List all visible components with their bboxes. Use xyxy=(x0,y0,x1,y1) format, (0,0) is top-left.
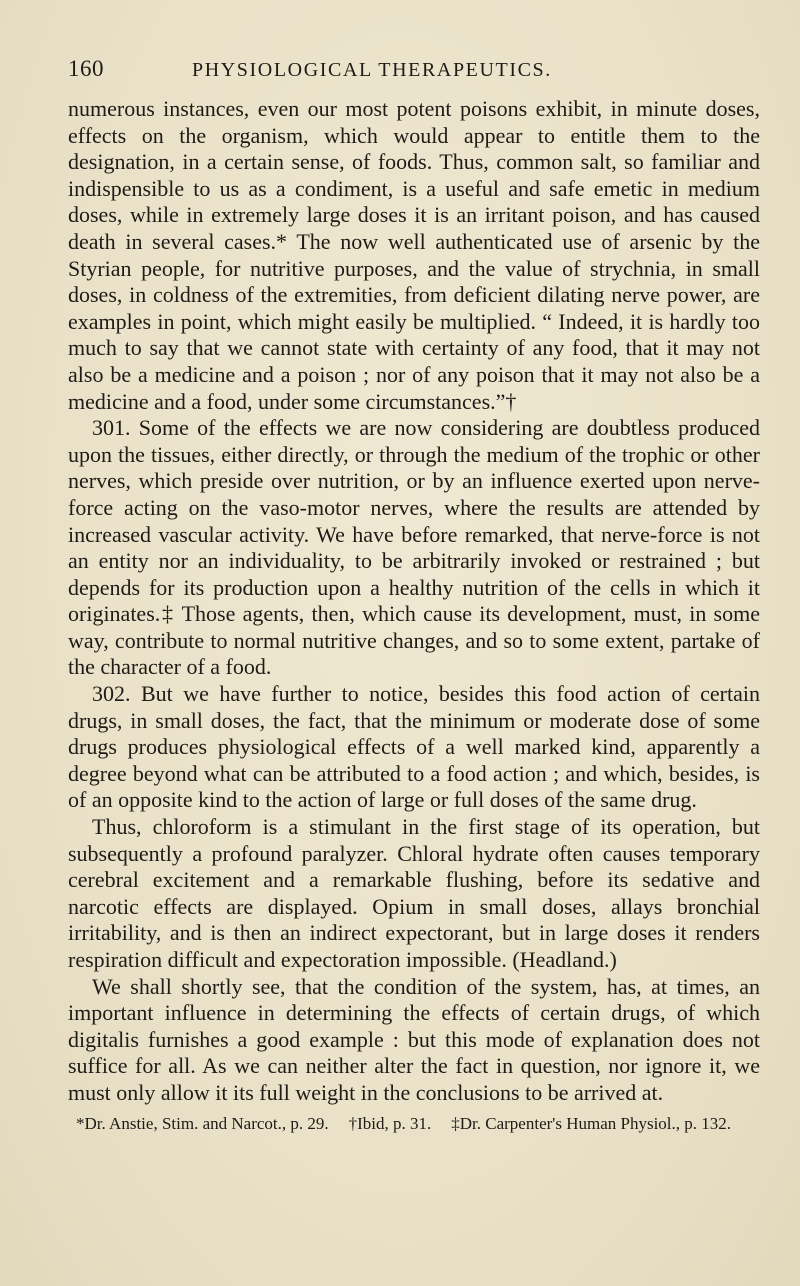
body-text xyxy=(68,96,760,1107)
paragraph-chloroform: Thus, chloroform is a stimulant in the first stage of its operation, but subsequently a profound paralyzer. Chloral hydrate often causes temporary cerebral excitement and a remarkable flushing, before its sedative and narcotic effects are displayed. Opium in small doses, allays bronchial irritability, and is then an indirect expectorant, but in large doses it renders respiration difficult and expectoration impossible. (Headland.) xyxy=(68,814,760,972)
running-head xyxy=(68,56,760,96)
paragraph-302: 302. But we have further to notice, besides this food action of certain drugs, in small doses, the fact, that the minimum or moderate dose of some drugs produces physiological effects of a well marked kind, apparently a degree beyond what can be attributed to a food action ; and which, besides, is of an opposite kind to the action of large or full doses of the same drug. xyxy=(68,681,760,813)
page-number: 160 xyxy=(68,56,104,81)
footnote-ibid: †Ibid, p. 31. xyxy=(348,1113,432,1133)
footnote-carpenter: ‡Dr. Carpenter's Human Physiol., p. 132. xyxy=(451,1113,732,1133)
paragraph-continued: numerous instances, even our most potent poisons exhibit, in minute doses, effects on the organism, which would appear to entitle them to the designation, in a certain sense, of foods. Thus, common salt, so familiar and indispensible to us as a condiment, is a useful and safe emetic in medium doses, while in extremely large doses it is an irritant poison, and has caused death in several cases.* The now well authenticated use of arsenic by the Styrian people, for nutritive purposes, and the value of strychnia, in small doses, in coldness of the extremities, from deficient dilating nerve power, are examples in point, which might easily be multiplied. “ Indeed, it is hardly too much to say that we cannot state with certainty of any food, that it may not also be a medicine and a poison ; nor of any poison that it may not also be a medicine and a food, under some circumstances.”† xyxy=(68,96,760,414)
paragraph-condition: We shall shortly see, that the condition of the system, has, at times, an important influence in determining the effects of certain drugs, of which digitalis furnishes a good example : but this mode of explanation does not suffice for all. As we can neither alter the fact in question, nor ignore it, we must only allow it its full weight in the conclusions to be arrived at. xyxy=(68,973,760,1105)
footnote-anstie: *Dr. Anstie, Stim. and Narcot., p. 29. xyxy=(76,1113,329,1133)
paragraph-301: 301. Some of the effects we are now considering are doubtless produced upon the tissues, either directly, or through the medium of the trophic or other nerves, which preside over nutrition, or by an influence exerted upon nerve-force acting on the vaso-motor nerves, where the results are attended by increased vascular activity. We have before remarked, that nerve-force is not an entity nor an individuality, to be arbitrarily invoked or restrained ; but depends for its production upon a healthy nutrition of the cells in which it originates.‡ Those agents, then, which cause its development, must, in some way, contribute to normal nutritive changes, and so to some extent, partake of the character of a food. xyxy=(68,415,760,680)
footnotes xyxy=(68,1113,760,1134)
running-title: PHYSIOLOGICAL THERAPEUTICS. xyxy=(192,59,552,81)
